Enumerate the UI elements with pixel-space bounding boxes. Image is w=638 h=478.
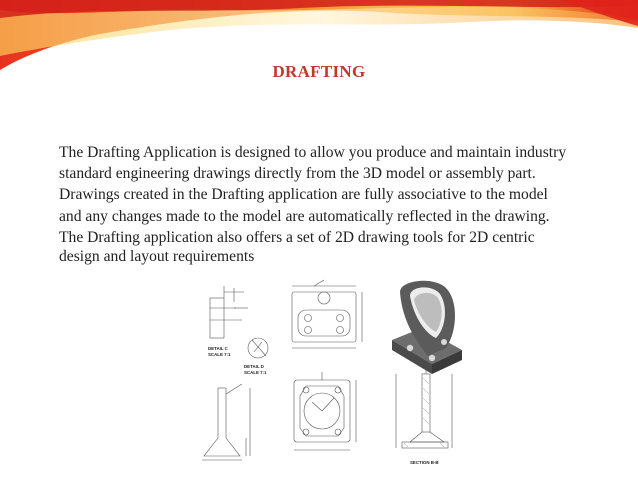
body-line: and any changes made to the model are automatically reflected in the drawing. (59, 207, 550, 225)
body-line: The Drafting Application is designed to allow you produce and maintain industry (59, 144, 567, 161)
scale-c-label: SCALE 7:1 (208, 352, 231, 357)
isometric-model (392, 281, 462, 374)
scale-d-label: SCALE 7:1 (244, 370, 267, 375)
engineering-drawing (196, 278, 478, 470)
detail-d-view (248, 338, 268, 358)
detail-c-label: DETAIL C (208, 346, 228, 351)
body-line: Drawings created in the Drafting application are fully associative to the model (59, 186, 548, 204)
side-view (202, 384, 250, 460)
section-label: SECTION B-B (410, 460, 439, 465)
detail-d-label: DETAIL D (244, 364, 264, 369)
bottom-view (294, 372, 356, 450)
slide-title: DRAFTING (272, 62, 366, 81)
body-line: standard engineering drawings directly from the 3D model or assembly part. (59, 165, 536, 183)
body-line: design and layout requirements (59, 248, 255, 266)
body-line: The Drafting application also offers a set of 2D drawing tools for 2D centric (59, 228, 535, 246)
detail-c-view (210, 286, 248, 338)
top-view (292, 280, 362, 348)
section-view (396, 368, 452, 448)
body-paragraph (59, 142, 599, 265)
